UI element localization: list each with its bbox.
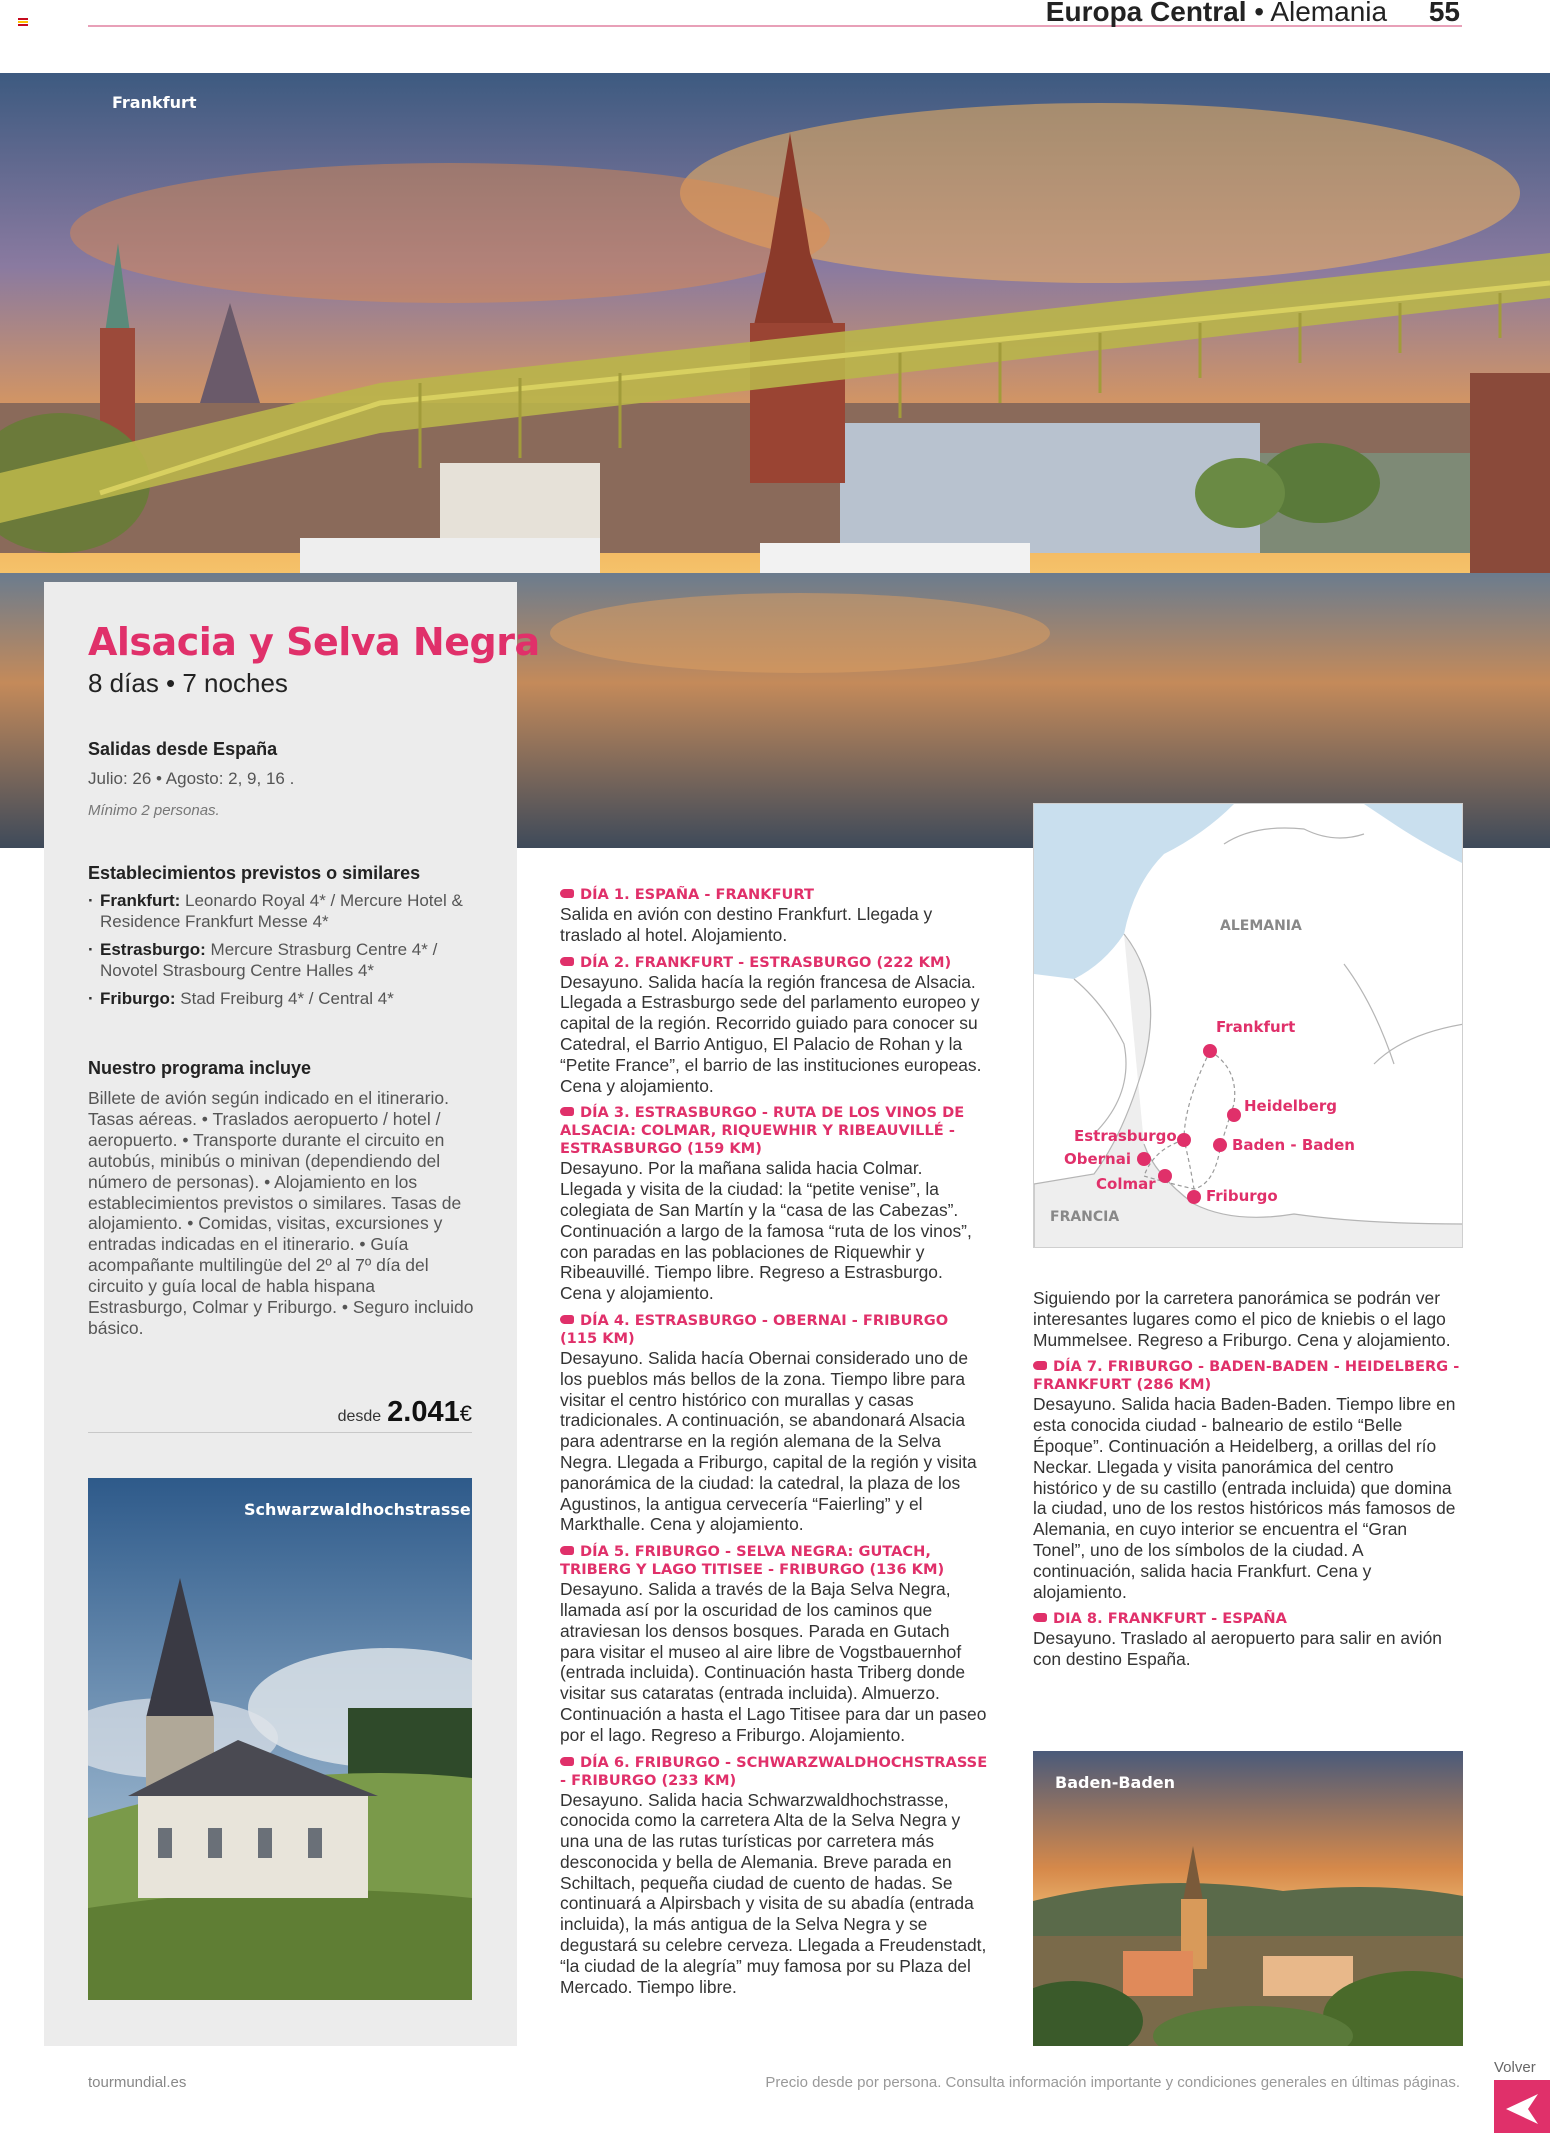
day-7-text: Desayuno. Salida hacia Baden-Baden. Tiempo libre en esta conocida ciudad - balneario de estilo “Belle Époque”. Continuación a Heidelberg, a orillas del río Neckar. Llegada y visita panorámica del centro histórico y de su castillo (entrada incluida) que domina la ciudad, uno de los restos históricos más famosos de Alemania, en cuyo interior se encuentra el “Gran Tonel”, uno de los símbolos de la ciudad. A continuación, salida hacia Frankfurt. Cena y alojamiento.: [1033, 1394, 1456, 1602]
header-country: Alemania: [1270, 0, 1388, 27]
itinerary-column-2: [1033, 1288, 1461, 1670]
day-1-text: Salida en avión con destino Frankfurt. Llegada y traslado al hotel. Alojamiento.: [560, 904, 933, 945]
day-2-text: Desayuno. Salida hacía la región francesa de Alsacia. Llegada a Estrasburgo sede del parlamento europeo y capital de la región. Recorrido guiado para conocer su Catedral, el Barrio Antiguo, El Palacio de Rohan y la “Petite France”, el barrio de las instituciones europeas. Cena y alojamiento.: [560, 971, 982, 1096]
page-header: [1046, 0, 1460, 28]
map-city-estrasburgo: Estrasburgo: [1074, 1127, 1177, 1145]
map-city-colmar: Colmar: [1096, 1175, 1156, 1193]
map-city-friburgo: Friburgo: [1206, 1187, 1278, 1205]
baden-label: Baden-Baden: [1055, 1773, 1176, 1792]
church-photo: [88, 1478, 472, 2000]
bullet-icon: [560, 1107, 574, 1116]
church-label: Schwarzwaldhochstrasse: [244, 1500, 471, 1519]
includes-heading: Nuestro programa incluye: [88, 1058, 312, 1078]
baden-illustration: [1033, 1751, 1463, 2046]
header-separator: •: [1254, 0, 1265, 27]
bullet-icon: [1033, 1361, 1047, 1370]
day-6-title: DÍA 6. FRIBURGO - SCHWARZWALDHOCHSTRASSE - FRIBURGO (233 KM): [560, 1753, 988, 1789]
price-currency: €: [459, 1401, 472, 1426]
route-map: [1033, 803, 1463, 1248]
list-item: · Estrasburgo: Mercure Strasburg Centre 4* / Novotel Strasbourg Centre Halles 4*: [88, 939, 488, 981]
bullet-icon: [560, 1315, 574, 1324]
hero-label: Frankfurt: [112, 93, 197, 112]
list-item: · Friburgo: Stad Freiburg 4* / Central 4*: [88, 988, 488, 1009]
list-item: · Frankfurt: Leonardo Royal 4* / Mercure Hotel & Residence Frankfurt Messe 4*: [88, 890, 488, 932]
map-label-francia: FRANCIA: [1050, 1209, 1120, 1225]
day-3-title: DÍA 3. ESTRASBURGO - RUTA DE LOS VINOS DE ALSACIA: COLMAR, RIQUEWHIR Y RIBEAUVILLÉ - ESTRASBURGO (159 KM): [560, 1104, 965, 1158]
hotels-heading: Establecimientos previstos o similares: [88, 863, 421, 883]
day-5-title: DÍA 5. FRIBURGO - SELVA NEGRA: GUTACH, TRIBERG Y LAGO TITISEE - FRIBURGO (136 KM): [560, 1543, 945, 1579]
departures-heading: Salidas desde España: [88, 739, 278, 759]
day-5-text: Desayuno. Salida a través de la Baja Selva Negra, llamada así por la oscuridad de los caminos que atraviesan los densos bosques. Parada en Gutach para visitar el museo al aire libre de Vogstbauernhof (entrada incluida). Continuación hasta Triberg donde visitar sus cataratas (entrada incluida). Almuerzo. Continuación a hasta el Lago Titisee para dar un paseo por el lago. Regreso a Friburgo. Alojamiento.: [560, 1579, 987, 1745]
church-illustration: [88, 1478, 472, 2000]
spain-flag-icon: [18, 18, 28, 25]
trip-duration: 8 días • 7 noches: [88, 668, 288, 698]
price-prefix: desde: [337, 1408, 382, 1425]
day-4-title: DÍA 4. ESTRASBURGO - OBERNAI - FRIBURGO (115 KM): [560, 1311, 949, 1347]
map-label-alemania: ALEMANIA: [1220, 918, 1302, 934]
back-button[interactable]: [1494, 2080, 1550, 2133]
hotel-list: [88, 890, 488, 1016]
bullet-icon: [560, 957, 574, 966]
day-8-title: DIA 8. FRANKFURT - ESPAÑA: [1033, 1610, 1461, 1628]
bullet-icon: [560, 1546, 574, 1555]
bullet-icon: [560, 889, 574, 898]
day-4-text: Desayuno. Salida hacía Obernai considerado uno de los pueblos más bellos de la zona. Tiempo libre para visitar el centro histórico con murallas y casas tradicionales. A continuación, se abandonará Alsacia para adentrarse en la región alemana de la Selva Negra. Llegada a Friburgo, capital de la región y visita panorámica de la ciudad: la catedral, la plaza de los Agustinos, la antigua cervecería “Faierling” y el Markthalle. Cena y alojamiento.: [560, 1347, 977, 1535]
trip-title: Alsacia y Selva Negra: [88, 620, 540, 664]
day-6-text: Desayuno. Salida hacia Schwarzwaldhochstrasse, conocida como la carretera Alta de la Selva Negra y una una de las rutas turísticas por carretera más desconocida y bella de Alemania. Breve parada en Schiltach, pequeña ciudad de cuento de hadas. Se continuará a Alpirsbach y visita de su abadía (entrada incluida), la más antigua de la Selva Negra y se degustará su celebre cerveza. Llegada a Freudenstadt, “la ciudad de la alegría” muy famosa por su Plaza del Mercado. Tiempo libre.: [560, 1789, 987, 1997]
day-6-continued-text: Siguiendo por la carretera panorámica se podrán ver interesantes lugares como el pico de kniebis o el lago Mummelsee. Regreso a Friburgo. Cena y alojamiento.: [1033, 1288, 1451, 1350]
footer-site: tourmundial.es: [88, 2074, 187, 2091]
price: [88, 1396, 472, 1433]
day-2-title: DÍA 2. FRANKFURT - ESTRASBURGO (222 KM): [560, 954, 988, 972]
back-arrow-icon: [1494, 2080, 1550, 2133]
map-city-obernai: Obernai: [1064, 1150, 1132, 1168]
includes-text: Billete de avión según indicado en el itinerario. Tasas aéreas. • Traslados aeropuerto / hotel / aeropuerto. • Transporte durante el circuito en autobús, minibús o minivan (dependiendo del número de personas). • Alojamiento en los establecimientos previstos o similares. Tasas de alojamiento. • Comidas, visitas, excursiones y entradas indicadas en el itinerario. • Guía acompañante multilingüe del 2º al 7º día del circuito y guía local de habla hispana Estrasburgo, Colmar y Friburgo. • Seguro incluido básico.: [88, 1088, 474, 1338]
day-1-title: DÍA 1. ESPAÑA - FRANKFURT: [560, 886, 988, 904]
map-city-frankfurt: Frankfurt: [1216, 1018, 1296, 1036]
page-number: 55: [1428, 0, 1460, 27]
map-city-heidelberg: Heidelberg: [1244, 1097, 1337, 1115]
price-amount: 2.041: [387, 1396, 460, 1428]
header-region: Europa Central: [1045, 0, 1247, 27]
bullet-icon: [560, 1757, 574, 1766]
map-city-baden-baden: Baden - Baden: [1232, 1136, 1355, 1154]
day-7-title: DÍA 7. FRIBURGO - BADEN-BADEN - HEIDELBERG - FRANKFURT (286 KM): [1033, 1358, 1460, 1394]
baden-baden-photo: [1033, 1751, 1463, 2046]
day-3-text: Desayuno. Por la mañana salida hacia Colmar. Llegada y visita de la ciudad: la “petite venise”, la colegiata de San Martín y la “casa de las Cabezas”. Continuación a largo de la famosa “ruta de los vinos”, con paradas en las poblaciones de Riquewhir y Ribeauvillé. Tiempo libre. Regreso a Estrasburgo. Cena y alojamiento.: [560, 1158, 972, 1304]
minimum-persons: Mínimo 2 personas.: [88, 802, 220, 819]
back-label: Volver: [1494, 2059, 1536, 2076]
footer-note: Precio desde por persona. Consulta información importante y condiciones generales en últimas páginas.: [765, 2074, 1460, 2091]
bullet-icon: [1033, 1613, 1047, 1622]
departure-dates: Julio: 26 • Agosto: 2, 9, 16 .: [88, 769, 295, 788]
itinerary-column-1: [560, 878, 988, 1997]
day-8-text: Desayuno. Traslado al aeropuerto para salir en avión con destino España.: [1033, 1628, 1442, 1670]
